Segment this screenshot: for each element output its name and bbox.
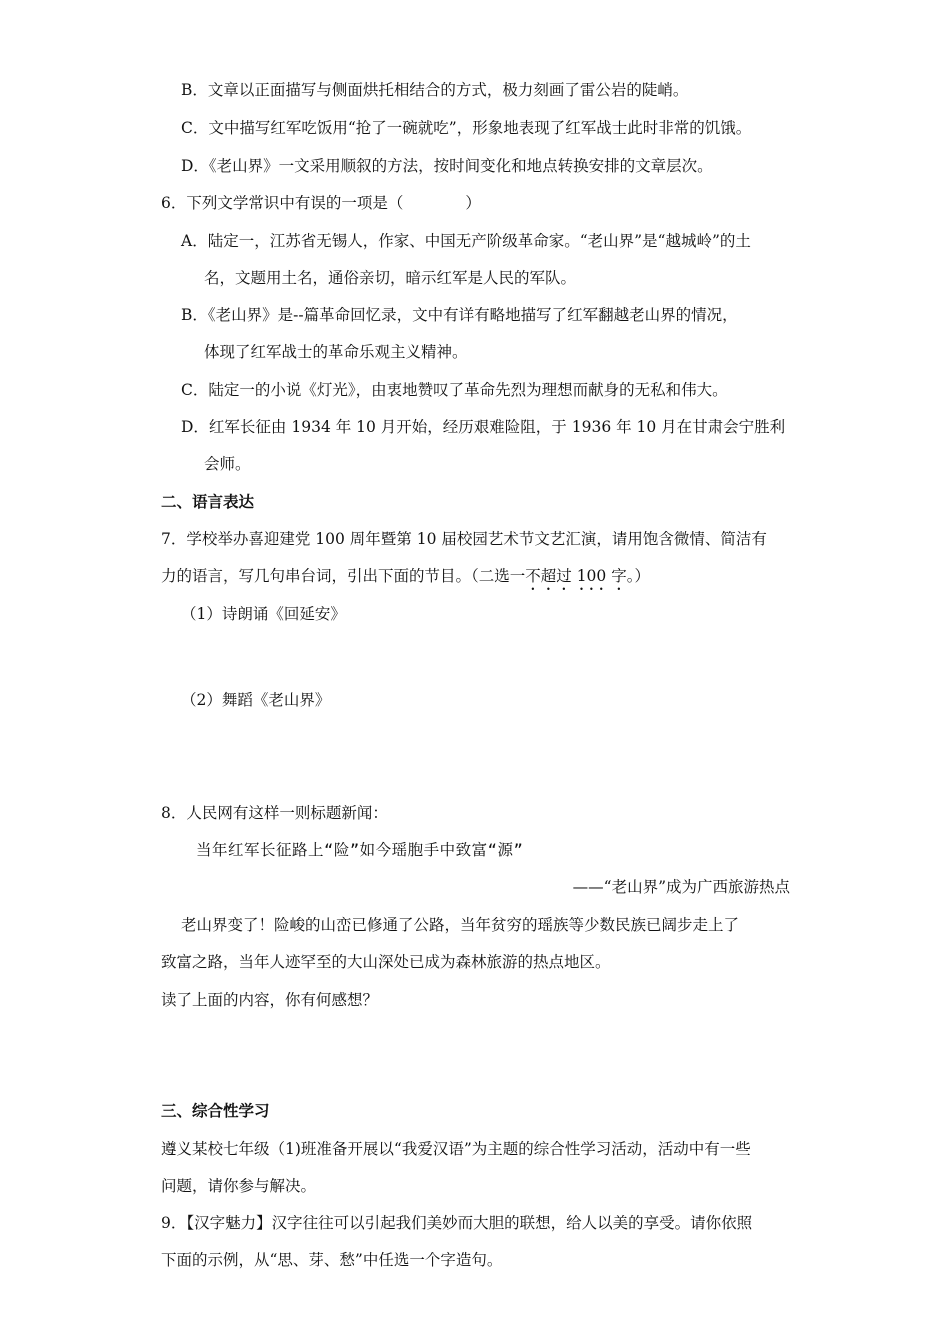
q6-stem-text: 6．下列文学常识中有误的一项是（ — [161, 194, 404, 212]
q8-body-line2: 致富之路，当年人迹罕至的大山深处已成为森林旅游的热点地区。 — [161, 953, 611, 971]
q6-stem-close: ） — [465, 194, 481, 212]
q7-emphasis: 不超过 100 字 — [525, 567, 627, 585]
q6-option-b-line2: 体现了红军战士的革命乐观主义精神。 — [204, 343, 468, 361]
q8-body-line1: 老山界变了！险峻的山峦已修通了公路，当年贫穷的瑶族等少数民族已阔步走上了 — [181, 916, 740, 934]
q9-stem-line2: 下面的示例，从“思、芽、愁”中任选一个字造句。 — [161, 1251, 503, 1269]
q7-item-1: （1）诗朗诵《回延安》 — [181, 605, 346, 623]
q6-option-d-line1: D．红军长征由 1934 年 10 月开始，经历艰难险阻，于 1936 年 10 月在甘肃会宁胜利 — [181, 418, 786, 436]
q7-stem-line2 — [161, 566, 650, 594]
section-3-intro-line1: 遵义某校七年级（1)班准备开展以“我爱汉语”为主题的综合性学习活动，活动中有一些 — [161, 1140, 751, 1158]
section-3-heading: 三、综合性学习 — [161, 1102, 270, 1120]
q7-item-2: （2）舞蹈《老山界》 — [181, 691, 331, 709]
section-2-heading: 二、语言表达 — [161, 493, 255, 511]
q5-option-d: D．《老山界》一文采用顺叙的方法，按时间变化和地点转换安排的文章层次。 — [181, 157, 713, 175]
q8-news-headline: 当年红军长征路上“险”如今瑶胞手中致富“源” — [196, 841, 524, 859]
q6-option-b-line1: B．《老山界》是--篇革命回忆录，文中有详有略地描写了红军翻越老山界的情况， — [181, 306, 738, 324]
q7-line2-text: 力的语言，写几句串台词，引出下面的节目。（二选一 — [161, 567, 526, 585]
q6-option-d-line2: 会师。 — [204, 455, 251, 473]
q9-stem-line1: 9．【汉字魅力】汉字往往可以引起我们美妙而大胆的联想，给人以美的享受。请你依照 — [161, 1214, 753, 1232]
q8-stem: 8．人民网有这样一则标题新闻： — [161, 804, 388, 822]
q6-option-a-line2: 名，文题用土名，通俗亲切，暗示红军是人民的军队。 — [204, 269, 577, 287]
section-3-intro-line2: 问题，请你参与解决。 — [161, 1177, 317, 1195]
q7-line2-end: 。） — [626, 567, 650, 585]
q7-stem-line1: 7．学校举办喜迎建党 100 周年暨第 10 届校园艺术节文艺汇演，请用饱含微情、简洁有 — [161, 530, 767, 548]
q8-news-source: ——“老山界”成为广西旅游热点 — [572, 878, 790, 896]
q5-option-b: B．文章以正面描写与侧面烘托相结合的方式，极力刻画了雷公岩的陡峭。 — [181, 81, 689, 99]
q6-stem — [161, 193, 481, 213]
q6-option-a-line1: A．陆定一，江苏省无锡人，作家、中国无产阶级革命家。“老山界”是“越城岭”的土 — [181, 232, 751, 250]
q6-option-c: C．陆定一的小说《灯光》，由衷地赞叹了革命先烈为理想而献身的无私和伟大。 — [181, 381, 728, 399]
q5-option-c: C．文中描写红军吃饭用“抢了一碗就吃”，形象地表现了红军战士此时非常的饥饿。 — [181, 119, 752, 137]
q8-question: 读了上面的内容，你有何感想？ — [161, 991, 379, 1009]
